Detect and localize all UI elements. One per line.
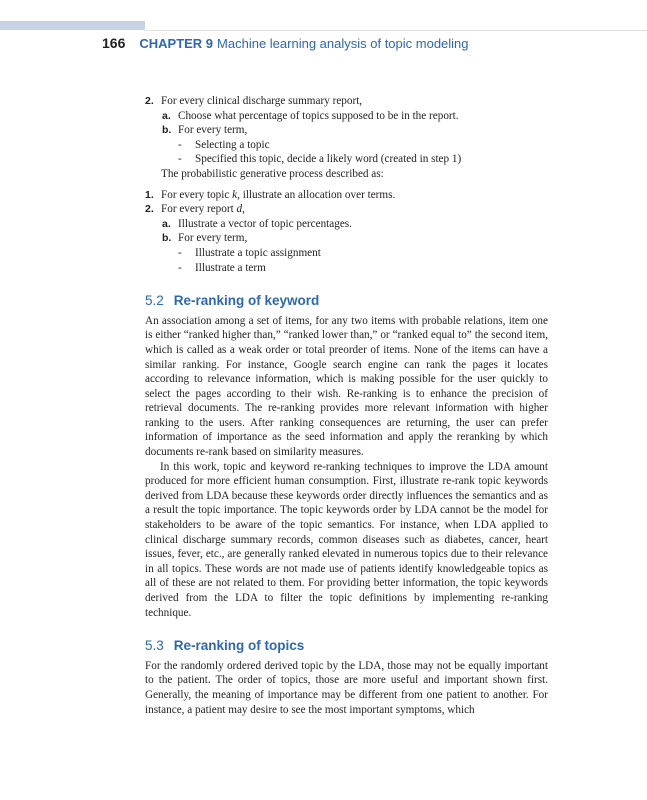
list-item <box>145 246 548 261</box>
list-item <box>145 152 548 167</box>
list-number: 1. <box>145 188 154 201</box>
list-text: Selecting a topic <box>195 138 270 151</box>
body-paragraph: An association among a set of items, for any two items with probable relations, item one is either “ranked higher than,” “ranked lower than,” or “ranked equal to” the second item, which is called as a weak order or total preorder of items. None of the items can have a similar ranking. For instance, Google search engine can rank the pages it locates according to relevance information, which is making possible for the user quickly to select the pages according to their wish. Re-ranking is to enhance the precision of retrieval documents. The re-ranking provides more relevant information with higher ranking to the users. After ranking consequences are returning, the user can prefer information of importance as the seed information and apply the reranking by which documents re-rank based on similarity measures. <box>145 314 548 459</box>
list-item <box>145 217 548 232</box>
math-variable: d <box>236 203 243 216</box>
list-text: Illustrate a term <box>195 261 266 274</box>
list-text: For every report <box>161 203 237 216</box>
body-paragraph: In this work, topic and keyword re-ranking techniques to improve the LDA amount produced for more efficient human consumption. First, illustrate re-rank topic keywords derived from LDA because these keywords order directly influences the semantics and as a result the topic importance. The topic keywords order by LDA cannot be the model for stakeholders to be aware of the topic semantics. For instance, when LDA applied to clinical discharge summary records, common diseases such as diabetes, cancer, heart issues, fever, etc., are generally ranked elevated in numerous topics due to their relevance in all topics. These words are not made use of patients identify knowledgeable topics as all of these are not related to them. For providing better information, the topic keywords derived from the LDA to filter the topic definitions by implementing re-ranking technique. <box>145 460 548 619</box>
list-text: , <box>242 203 245 216</box>
list-number: 2. <box>145 95 154 107</box>
section-heading <box>145 294 548 309</box>
list-letter: b. <box>162 124 172 137</box>
list-text: For every term, <box>178 232 248 245</box>
list-text: , illustrate an allocation over terms. <box>237 188 396 201</box>
list-letter: b. <box>162 232 172 245</box>
list-text: Choose what percentage of topics supposed to be in the report. <box>178 109 459 122</box>
list-item <box>145 231 548 246</box>
list-text: For every term, <box>178 124 248 137</box>
list-item <box>145 123 548 138</box>
dash-bullet: - <box>178 138 182 151</box>
header-rule <box>145 30 647 31</box>
list-item <box>145 109 548 124</box>
section-number: 5.3 <box>145 638 164 654</box>
list-summary: The probabilistic generative process described as: <box>161 167 384 180</box>
section-title: Re-ranking of topics <box>173 638 305 654</box>
dash-bullet: - <box>178 246 182 259</box>
list-item <box>145 138 548 153</box>
probabilistic-process-list <box>145 188 548 276</box>
chapter-title: Machine learning analysis of topic modeling <box>217 36 469 51</box>
list-number: 2. <box>145 203 154 216</box>
list-item <box>145 261 548 276</box>
list-text: Specified this topic, decide a likely word (created in step 1) <box>195 153 462 166</box>
running-header <box>102 35 469 53</box>
section-title: Re-ranking of keyword <box>173 293 320 309</box>
page-content <box>145 94 548 717</box>
list-item <box>145 188 548 203</box>
section-number: 5.2 <box>145 293 164 309</box>
list-text: For every topic <box>161 188 233 201</box>
header-accent-bar <box>0 21 145 30</box>
generative-process-list <box>145 94 548 182</box>
page-number: 166 <box>102 35 126 51</box>
list-item <box>145 94 548 109</box>
list-item <box>145 202 548 217</box>
list-letter: a. <box>162 217 171 230</box>
dash-bullet: - <box>178 261 182 274</box>
chapter-label: CHAPTER 9 <box>139 36 214 51</box>
dash-bullet: - <box>178 153 182 166</box>
list-letter: a. <box>162 109 171 122</box>
list-text: For every clinical discharge summary report, <box>161 95 363 107</box>
section-heading <box>145 639 548 654</box>
list-text: Illustrate a vector of topic percentages. <box>178 217 352 230</box>
body-paragraph: For the randomly ordered derived topic by the LDA, those may not be equally important to the patient. The order of topics, those are more useful and important shown first. Generally, the meaning of importance may be different from one patient to another. For instance, a patient may desire to see the most important symptoms, which <box>145 659 548 716</box>
math-variable: k <box>232 188 238 201</box>
list-text: Illustrate a topic assignment <box>195 246 321 259</box>
